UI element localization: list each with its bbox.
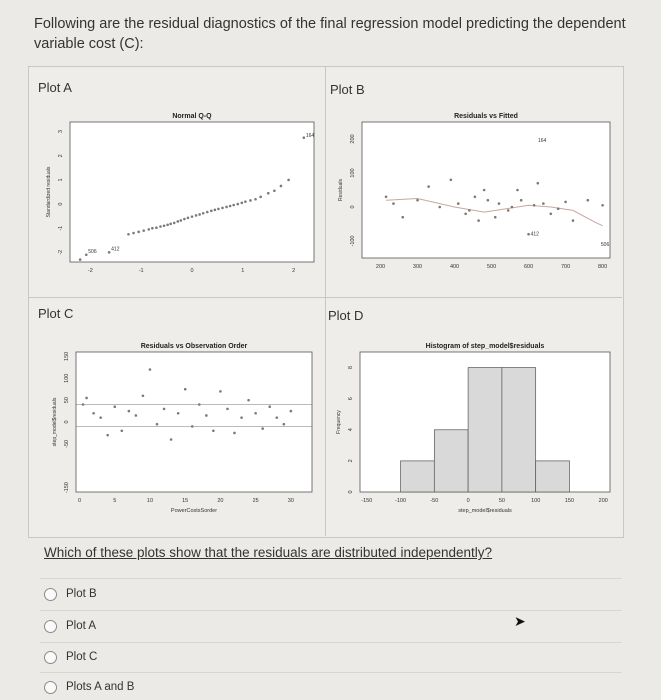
x-tick-label: 600 [523,264,534,270]
x-tick-label: 10 [146,498,154,504]
option-separator [40,578,622,579]
data-point [142,229,145,232]
data-point [135,414,138,417]
data-point [483,189,486,192]
x-tick-label: 400 [449,264,460,270]
histogram-bar [502,368,536,492]
data-point [438,206,441,209]
data-point [176,220,179,223]
plot-c-label: Plot C [38,306,74,321]
option-plot-b[interactable] [44,584,97,604]
data-point [511,206,514,209]
data-point [180,219,183,222]
data-point [287,179,290,182]
x-tick-label: 150 [564,498,575,504]
x-tick-label: -1 [138,268,144,274]
x-tick-label: -100 [395,498,407,504]
y-tick-label: 6 [348,397,354,401]
x-tick-label: 0 [190,268,194,274]
residuals-vs-order-plot [38,330,322,520]
plot-b-label: Plot B [330,82,365,97]
data-point [106,434,109,437]
data-point [226,408,229,411]
data-point [427,185,430,188]
data-point [183,218,186,221]
data-point [392,202,395,205]
x-tick-label: 200 [375,264,386,270]
x-tick-label: 300 [412,264,423,270]
sub-question: Which of these plots show that the residuals are distributed independently? [44,545,493,560]
x-tick-label: -50 [430,498,439,504]
data-point [267,192,270,195]
y-tick-label: 100 [64,373,70,383]
data-point [474,196,477,199]
x-tick-label: 200 [598,498,608,504]
data-point [477,219,480,222]
data-point [128,410,131,413]
data-point [586,199,589,202]
data-point [601,204,604,207]
data-point [159,225,162,228]
data-point [401,216,404,219]
point-annotation: 412 [530,231,539,238]
data-point [507,209,510,212]
data-point [187,217,190,220]
data-point [385,196,388,199]
data-point [247,399,250,402]
data-point [202,212,205,215]
point-annotation: 164 [305,132,315,139]
chart-title: Normal Q-Q [172,113,212,120]
data-point [198,403,201,406]
data-point [142,394,145,397]
option-label: Plot A [66,620,97,632]
data-point [198,213,201,216]
plot-c-chart [38,330,322,520]
y-tick-label: -150 [64,482,70,494]
data-point [137,231,140,234]
x-tick-label: 25 [252,498,259,504]
chart-title: Histogram of step_model$residuals [425,343,545,350]
data-point [210,210,213,213]
radio-button[interactable] [44,651,57,664]
grid-divider-horizontal [28,297,622,298]
data-point [240,416,243,419]
x-tick-label: 2 [292,268,296,274]
x-tick-label: 0 [466,498,470,504]
data-point [173,222,176,225]
x-tick-label: 15 [182,498,189,504]
y-tick-label: 4 [348,428,354,432]
point-annotation: 506 [600,241,610,248]
data-point [191,215,194,218]
data-point [156,423,159,426]
y-axis-label: Standardized residuals [46,166,52,218]
data-point [212,429,215,432]
data-point [195,214,198,217]
x-tick-label: 20 [217,498,224,504]
x-tick-label: 0 [77,498,82,504]
option-separator [40,642,622,643]
histogram-bar [434,430,468,492]
plot-a-label: Plot A [38,80,72,95]
data-point [147,228,150,231]
data-point [244,200,247,203]
data-point [468,209,471,212]
x-tick-label: 800 [598,264,608,270]
option-label: Plot B [66,588,97,600]
radio-button[interactable] [44,620,57,633]
y-tick-label: 0 [58,202,64,206]
data-point [85,397,88,400]
option-label: Plots A and B [66,681,135,693]
plot-area [70,122,314,262]
data-point [303,136,306,139]
data-point [166,224,169,227]
data-point [542,202,545,205]
y-tick-label: 0 [350,205,356,209]
data-point [177,412,180,415]
data-point [85,253,88,256]
point-annotation: 412 [111,246,120,253]
data-point [280,185,283,188]
data-point [450,179,453,182]
data-point [184,388,187,391]
data-point [92,412,95,415]
data-point [520,199,523,202]
data-point [457,202,460,205]
x-tick-label: 5 [113,498,117,504]
mouse-cursor-icon: ➤ [514,613,526,629]
data-point [221,207,224,210]
data-point [564,201,567,204]
data-point [217,208,220,211]
data-point [108,251,111,254]
data-point [416,199,419,202]
y-tick-label: 1 [58,178,64,182]
residuals-vs-fitted-plot [332,108,618,286]
data-point [241,202,244,205]
y-tick-label: 2 [348,459,354,463]
option-separator [40,672,622,673]
y-tick-label: 150 [64,351,70,361]
data-point [283,423,286,426]
data-point [149,368,152,371]
data-point [155,226,158,229]
plot-d-chart [332,330,618,520]
histogram-bar [536,461,570,492]
data-point [205,414,208,417]
qq-plot [38,112,322,290]
data-point [572,219,575,222]
x-tick-label: 100 [531,498,541,504]
data-point [533,204,536,207]
x-tick-label: 500 [486,264,497,270]
data-point [261,427,264,430]
x-tick-label: -2 [87,268,93,274]
option-plot-c[interactable] [44,647,97,667]
y-tick-label: 2 [58,154,64,158]
x-tick-label: 1 [241,268,245,274]
y-tick-label: 0 [64,420,70,424]
data-point [268,405,271,408]
y-tick-label: 50 [64,397,70,404]
x-tick-label: 50 [498,498,505,504]
data-point [275,416,278,419]
data-point [219,390,222,393]
data-point [79,258,82,261]
data-point [254,198,257,201]
x-axis-label: step_model$residuals [458,508,512,514]
chart-title: Residuals vs Fitted [454,113,518,120]
y-tick-label: 0 [348,490,354,494]
y-tick-label: 8 [348,366,354,370]
data-point [99,416,102,419]
data-point [127,233,130,236]
grid-divider-vertical [325,66,326,536]
data-point [163,408,166,411]
radio-button[interactable] [44,588,57,601]
data-point [163,224,166,227]
radio-button[interactable] [44,681,57,694]
option-plot-a[interactable] [44,616,96,636]
x-axis-label: PowerCostsSorder [170,508,218,514]
option-plots-a-and-b[interactable] [44,677,134,697]
data-point [170,438,173,441]
data-point [290,410,293,413]
data-point [259,196,262,199]
data-point [527,233,530,236]
data-point [498,202,501,205]
data-point [273,189,276,192]
option-label: Plot C [66,651,98,663]
data-point [113,405,116,408]
option-separator [40,610,622,611]
data-point [464,213,467,216]
data-point [254,412,257,415]
plot-area [76,352,312,492]
data-point [557,207,560,210]
y-tick-label: -50 [64,439,70,448]
data-point [191,425,194,428]
y-axis-label: Frequency [336,410,342,434]
histogram-bar [401,461,435,492]
plot-d-label: Plot D [328,308,364,323]
data-point [225,206,228,209]
data-point [132,232,135,235]
residual-histogram [332,330,618,520]
data-point [549,213,552,216]
data-point [516,189,519,192]
data-point [236,203,239,206]
x-tick-label: -150 [361,498,373,504]
chart-title: Residuals vs Observation Order [140,343,248,350]
y-tick-label: -2 [58,249,64,255]
x-tick-label: 30 [287,498,294,504]
data-point [229,205,232,208]
data-point [494,216,497,219]
data-point [537,182,540,185]
y-axis-label: step_model$residuals [52,397,58,447]
data-point [151,227,154,230]
y-tick-label: 100 [350,168,356,178]
question-text: Following are the residual diagnostics of the final regression model predicting the dependent variable cost (C): [34,16,626,52]
point-annotation: 506 [88,248,97,255]
data-point [82,403,85,406]
data-point [487,199,490,202]
plot-a-chart [38,112,322,290]
point-annotation: 164 [537,138,547,145]
y-axis-label: Residuals [338,179,344,201]
data-point [249,199,252,202]
plot-area [362,122,610,258]
data-point [233,432,236,435]
y-tick-label: -100 [350,235,356,247]
data-point [214,209,217,212]
histogram-bar [468,368,502,492]
data-point [169,223,172,226]
y-tick-label: -1 [58,225,64,231]
plot-b-chart [332,108,618,286]
x-tick-label: 700 [560,264,571,270]
data-point [206,211,209,214]
y-tick-label: 200 [350,134,356,144]
data-point [120,429,123,432]
data-point [232,204,235,207]
y-tick-label: 3 [58,130,64,134]
